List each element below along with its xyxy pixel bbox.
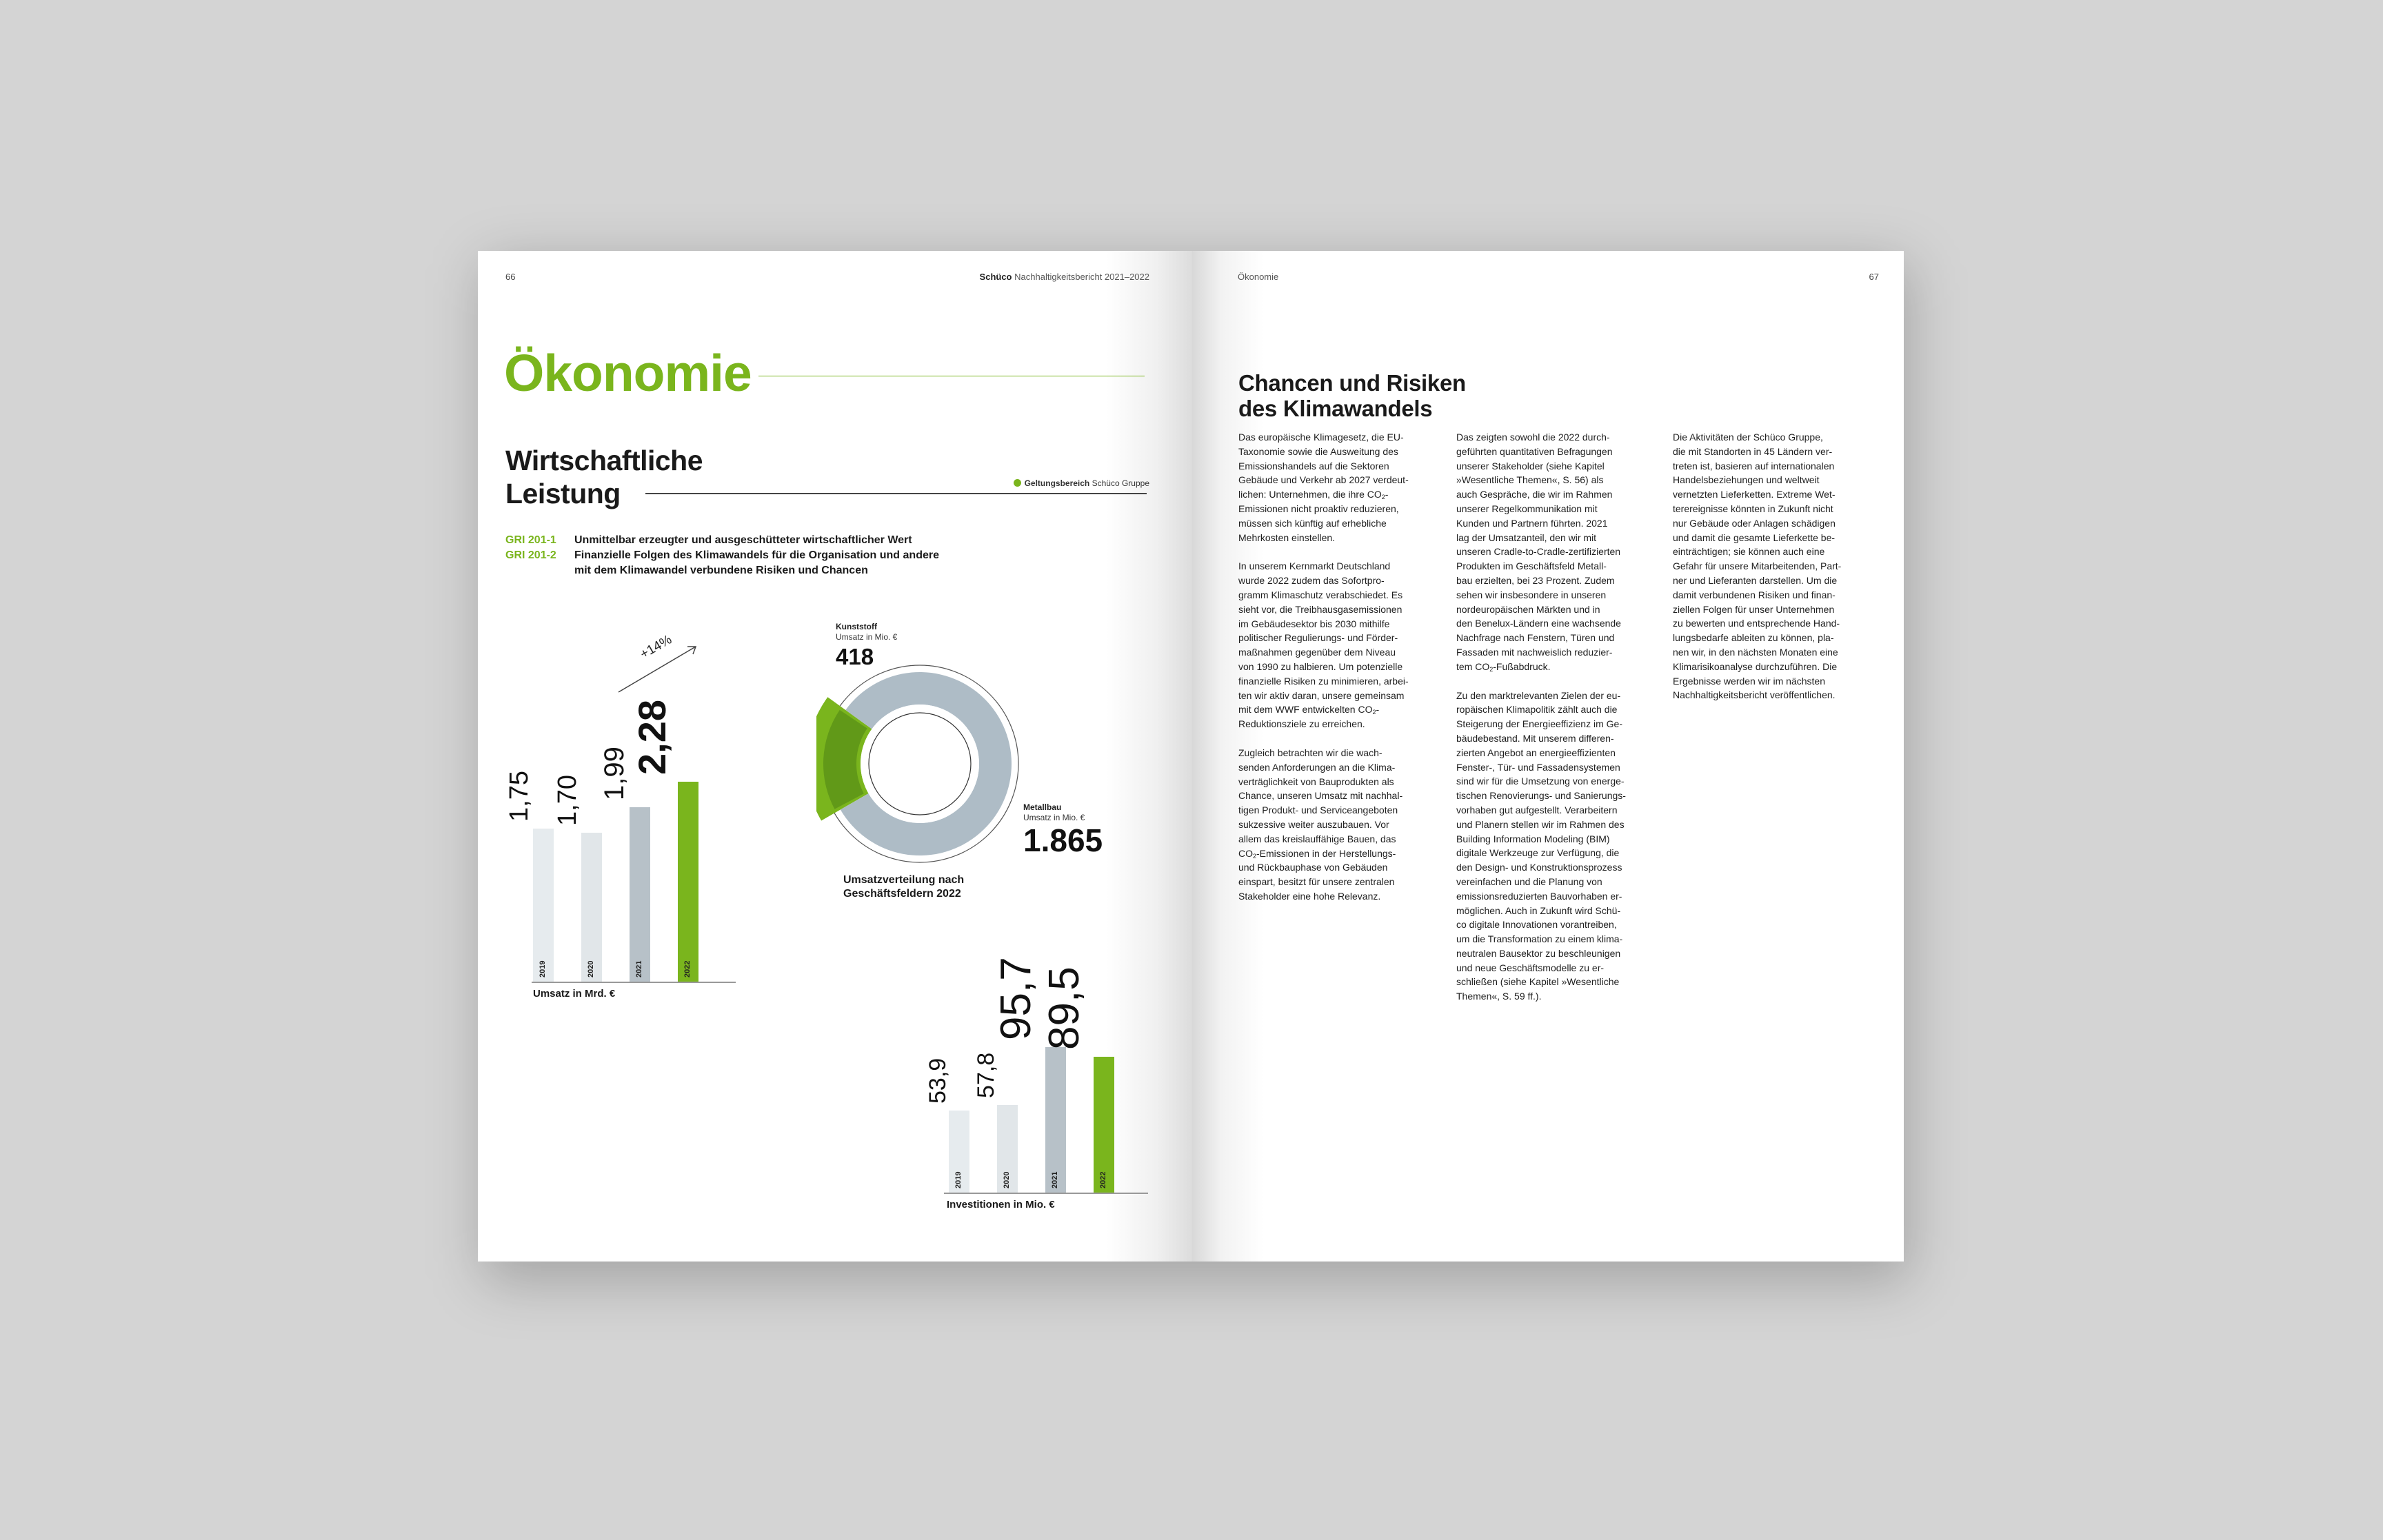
investment-value-label: 95,7 bbox=[992, 957, 1040, 1041]
metallbau-label: Metallbau bbox=[1023, 802, 1062, 812]
paragraph: Das zeigten sowohl die 2022 durch- geführten quantitativen Befragungen unserer Stakeholder (siehe Kapitel »Wesentliche Themen«, S. 56) als auch Gespräche, die wir im Rahmen unserer Regelkommunikation mit Kunden und Partnern führten. 2021 lag der Umsatzanteil, den wir mit unseren Cradle-to-Cradle-zertifizierten Produkten im Geschäftsfeld Metall- bau erzielten, bei 23 Prozent. Zudem sehen wir insbesondere in unseren nordeuropäischen Märkten und in den Benelux-Ländern eine wachsende Nachfrage nach Fenstern, Türen und Fassaden mit nachweislich reduzier- tem $CO_2$-Fußabdruck. bbox=[1456, 432, 1621, 673]
gri-code-2: GRI 201-2 bbox=[505, 549, 556, 561]
section-title: Ökonomie bbox=[504, 344, 752, 402]
gri-text-1: Unmittelbar erzeugter und ausgeschütteter wirtschaftlicher Wert bbox=[574, 534, 912, 546]
subsection-title-line2: Leistung bbox=[505, 478, 621, 509]
paragraph: Zugleich betrachten wir die wach- senden Anforderungen an die Klima- verträglichkeit von Bauprodukten als Chance, unseren Umsatz mit nachhal- tigen Produkt- und Serviceangeboten sukzessive weiter auszubauen. Vor allem das kreislauffähige Bauen, das $CO_2$-Emissionen in der Herstellungs- und Rückbauphase von Gebäuden einspart, besitzt für unsere zentralen Stakeholder eine hohe Relevanz. bbox=[1238, 747, 1403, 902]
revenue-year-label: 2020 bbox=[587, 960, 595, 977]
donut-caption-line1: Umsatzverteilung nach bbox=[843, 874, 965, 886]
kunststoff-sub: Umsatz in Mio. € bbox=[836, 632, 898, 642]
gri-code-1: GRI 201-1 bbox=[505, 534, 556, 546]
page-number-right: 67 bbox=[1869, 272, 1879, 282]
investment-year-label: 2019 bbox=[954, 1171, 963, 1188]
gri-text-2-line1: Finanzielle Folgen des Klimawandels für die Organisation und andere bbox=[574, 549, 939, 561]
revenue-value-label: 1,75 bbox=[505, 770, 534, 822]
metallbau-value: 1.865 bbox=[1023, 822, 1103, 858]
investment-baseline bbox=[944, 1193, 1148, 1194]
investment-year-label: 2021 bbox=[1051, 1171, 1059, 1188]
right-heading bbox=[1238, 370, 1466, 421]
gri-text-2-line2: mit dem Klimawandel verbundene Risiken und Chancen bbox=[574, 565, 868, 576]
paragraph: Zu den marktrelevanten Zielen der eu- ropäischen Klimapolitik zählt auch die Steigerung der Energieeffizienz im Ge- bäudebestand. Mit unserem differen- zierten Angebot an energieeffizienten Fenster-, Tür- und Fassadensystemen sind wir für die Umsetzung von energe- tischen Renovierungs- und Sanierungs- vorhaben gut aufgestellt. Verarbeitern und Planern stellen wir im Rahmen des Building Information Modeling (BIM) digitale Werkzeuge zur Verfügung, die den Design- und Konstruktionsprozess vereinfachen und die Planung von emissionsreduzierten Bauvorhaben er- möglichen. Auch in Zukunft wird Schü- co digitale Innovationen vorantreiben, um die Transformation zu einem klima- neutralen Bausektor zu beschleunigen und neue Geschäftsmodelle zu er- schließen (siehe Kapitel »Wesentliche Themen«, S. 59 ff.). bbox=[1456, 689, 1626, 1002]
running-head-text: Nachhaltigkeitsbericht 2021–2022 bbox=[1014, 272, 1149, 282]
revenue-year-label: 2021 bbox=[635, 960, 643, 977]
right-heading-line2: des Klimawandels bbox=[1238, 396, 1433, 421]
investment-year-label: 2022 bbox=[1099, 1171, 1107, 1188]
revenue-value-label: 2,28 bbox=[630, 700, 674, 776]
scope-label: Geltungsbereich bbox=[1024, 478, 1090, 488]
investment-year-label: 2020 bbox=[1003, 1171, 1011, 1188]
right-page bbox=[1192, 251, 1904, 1262]
investment-value-label: 53,9 bbox=[924, 1058, 951, 1104]
brand-name: Schüco bbox=[979, 272, 1012, 282]
kunststoff-value: 418 bbox=[836, 644, 874, 669]
right-heading-line1: Chancen und Risiken bbox=[1238, 370, 1466, 396]
text-column-3 bbox=[1673, 430, 1887, 717]
investment-bar-2021 bbox=[1045, 1047, 1066, 1193]
text-column-2 bbox=[1456, 430, 1670, 1018]
revenue-year-label: 2019 bbox=[539, 960, 547, 977]
investment-value-label: 89,5 bbox=[1040, 966, 1088, 1051]
page-number-left: 66 bbox=[505, 272, 516, 282]
investment-caption: Investitionen in Mio. € bbox=[947, 1199, 1055, 1210]
subsection-title-line1: Wirtschaftliche bbox=[505, 445, 703, 476]
revenue-value-label: 1,99 bbox=[599, 747, 630, 801]
revenue-caption: Umsatz in Mrd. € bbox=[533, 988, 616, 1000]
paragraph: Die Aktivitäten der Schüco Gruppe, die mit Standorten in 45 Ländern ver- treten ist, basieren auf internationalen Handelsbeziehungen und weltweit vernetzten Lieferketten. Extreme Wet- terereignisse könnten in Zukunft nicht nur Gebäude oder Anlagen schädigen und damit die gesamte Lieferkette be- einträchtigen; sie können auch eine Gefahr für unsere Mitarbeitenden, Part- ner und Lieferanten darstellen. Um die damit verbundenen Risiken und finan- ziellen Folgen für unser Unternehmen zu bewerten und entsprechende Hand- lungsbedarfe ableiten zu können, pla- nen wir, in den nächsten Monaten eine Klimarisikoanalyse durchzuführen. Die Ergebnisse werden wir im nächsten Nachhaltigkeitsbericht veröffentlichen. bbox=[1673, 432, 1842, 701]
investment-value-label: 57,8 bbox=[972, 1052, 999, 1098]
text-column-1 bbox=[1238, 430, 1452, 918]
donut-caption-line2: Geschäftsfeldern 2022 bbox=[843, 888, 961, 900]
kunststoff-label: Kunststoff bbox=[836, 622, 877, 631]
running-head-right: Ökonomie bbox=[1238, 272, 1279, 282]
revenue-value-label: 1,70 bbox=[553, 775, 583, 827]
growth-label: +14% bbox=[638, 632, 675, 662]
investment-chart bbox=[478, 251, 1192, 1262]
metallbau-sub: Umsatz in Mio. € bbox=[1023, 813, 1085, 822]
paragraph: In unserem Kernmarkt Deutschland wurde 2022 zudem das Sofortpro- gramm Klimaschutz verabschiedet. Es sieht vor, die Treibhausgasemissionen im Gebäudesektor bis 2030 mithilfe politischer Regulierungs- und Förder- maßnahmen gegenüber dem Niveau von 1990 zu halbieren. Um potenzielle finanzielle Risiken zu minimieren, arbei- ten wir aktiv daran, unsere gemeinsam mit dem WWF entwickelten $CO_2-$ Reduktionsziele zu erreichen. bbox=[1238, 560, 1409, 730]
paragraph: Das europäische Klimagesetz, die EU- Taxonomie sowie die Ausweitung des Emissionshandels auf die Sektoren Gebäude und Verkehr ab 2027 verdeut- lichen: Unternehmen, die ihre $CO_2-$ Emissionen nicht proaktiv reduzieren, müssen sich künftig auf erhebliche Mehrkosten einstellen. bbox=[1238, 432, 1409, 543]
left-page bbox=[478, 251, 1192, 1262]
scope-value: Schüco Gruppe bbox=[1092, 478, 1149, 488]
revenue-year-label: 2022 bbox=[683, 960, 692, 977]
